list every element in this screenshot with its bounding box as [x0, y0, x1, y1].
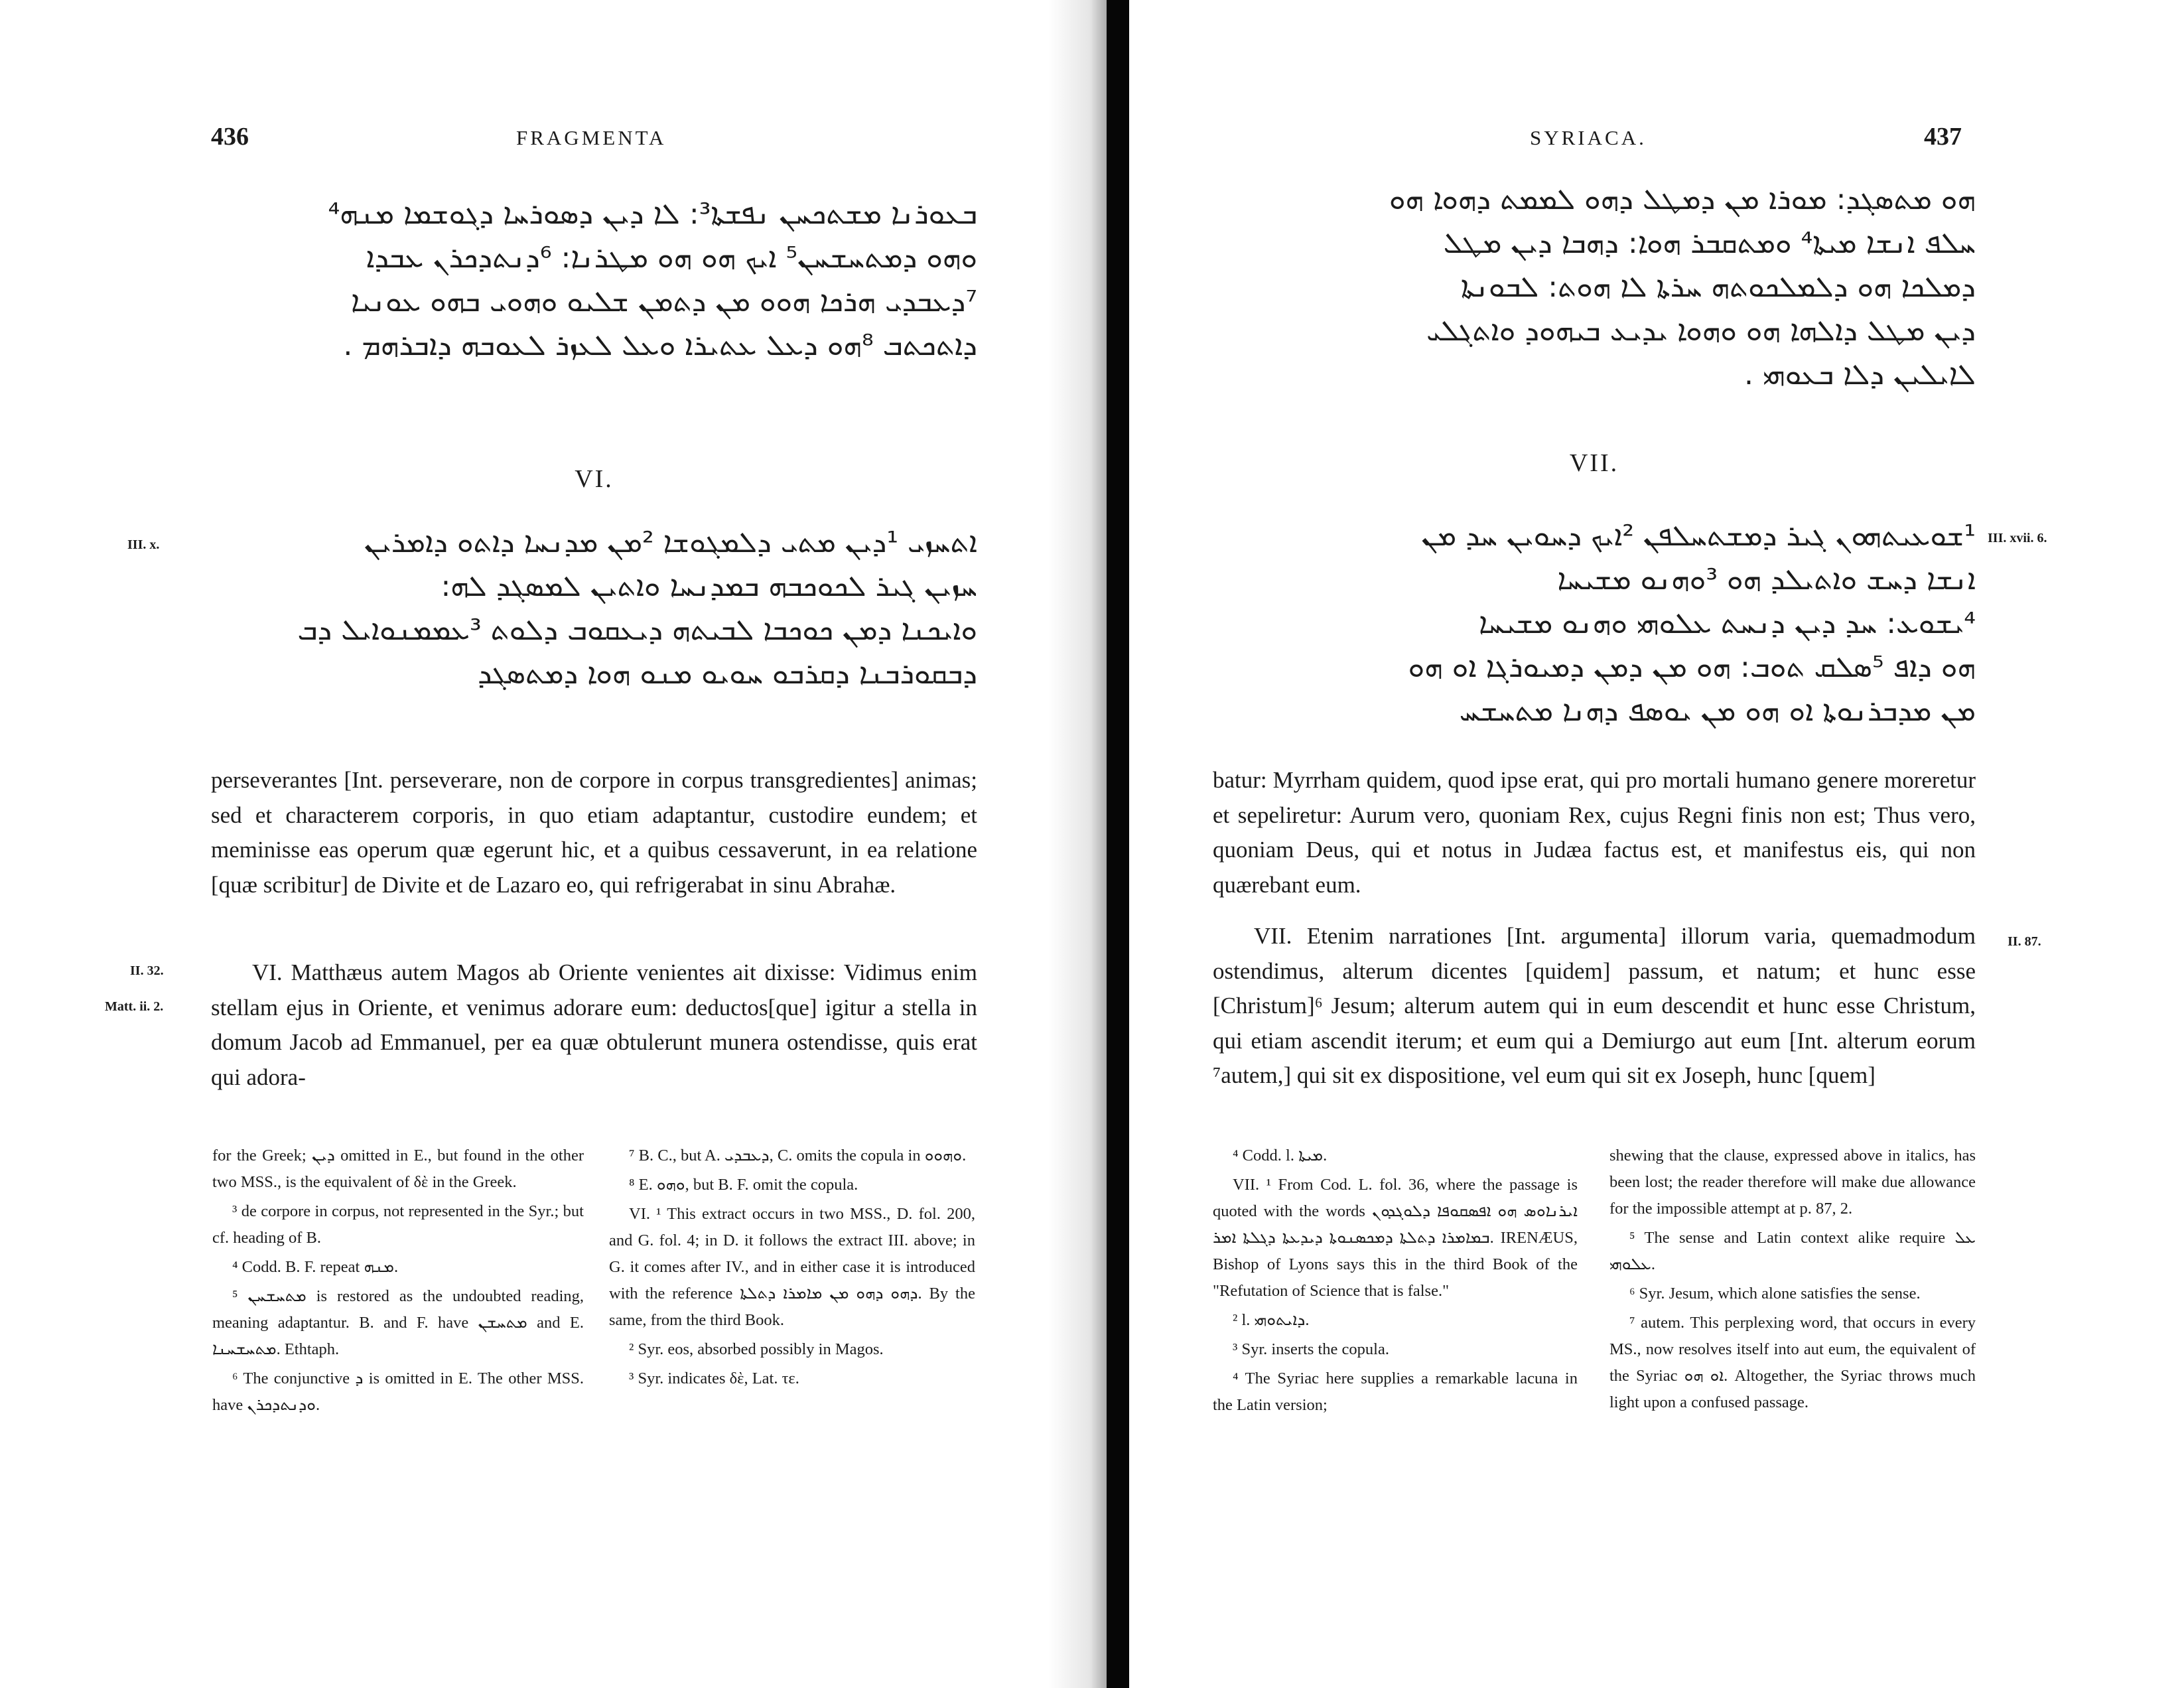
- footnote: ⁶ The conjunctive ܕ is omitted in E. The other MSS. have ܘܕܢܬܕܟܪܢ.: [212, 1370, 584, 1414]
- latin-text: VII. Etenim narrationes [Int. argumenta] illorum varia, quemadmodum ostendimus, alterum dicentes [quidem] passum, et natum; et hunc esse [Christum]⁶ Jesum; alterum autem qui in eum descendit et hunc esse Christum, qui etiam ascendit iterum; et eum qui a Demiurgo aut eum [Int. alterum eorum ⁷autem,] qui sit ex dispositione, vel eum qui sit ex Joseph, hunc [quem]: [1213, 923, 1976, 1088]
- footnote: ³ Syr. inserts the copula.: [1233, 1340, 1389, 1358]
- footnote: ⁷ B. C., but A. ܕܥܒܕܝ, C. omits the copula in ܘܗܘܘ.: [629, 1147, 967, 1164]
- footnotes-column-2: [609, 1143, 975, 1395]
- footnote: shewing that the clause, expressed above in italics, has been lost; the reader therefore will make due allowance for the impossible attempt at p. 87, 2.: [1609, 1147, 1976, 1218]
- section-heading: VI.: [575, 465, 614, 493]
- syriac-line: ܘܗܘ ܕܡܬܚܫܚܢ⁵ ܐܝܟ ܗܘ ܗܘ ܡܛܪܢܐ: ⁶ܕܢܬܕܟܪܢ ܥܒܕܐ: [366, 241, 977, 275]
- latin-text: VI. Matthæus autem Magos ab Oriente venientes ait dixisse: Vidimus enim stellam ejus in Oriente, et venimus adorare eum: deductos[que] igitur a stella in domum Jacob ad Emmanuel, per ea quæ obtulerunt munera ostendisse, quis erat qui adora-: [211, 959, 977, 1090]
- section-heading: VII.: [1569, 449, 1619, 477]
- page-number: 436: [211, 123, 249, 151]
- footnotes-column-2: [1609, 1143, 1976, 1419]
- syriac-line: ܠܐܝܠܝܢ ܕܠܐ ܒܥܘܗܝ .: [1744, 358, 1976, 391]
- footnote: VI. ¹ This extract occurs in two MSS., D. fol. 200, and G. fol. 4; in D. it follows the extract III. above; in G. it comes after IV., and in either case it is introduced with the reference ܕܗܘ ܕܗܘ ܡܢ ܡܐܡܪܐ ܕܬܠܬܐ. By the same, from the third Book.: [609, 1205, 975, 1329]
- latin-paragraph: [211, 763, 977, 902]
- syriac-line: ܚܠܦ ܐܢܫܐ ܡܝܬܐ⁴ ܘܡܬܩܒܪ ܗܘܐ: ܕܗܒܐ ܕܝܢ ܡܛܠ: [1443, 226, 1976, 260]
- right-page: [1129, 0, 2184, 1688]
- syriac-line: ܕܐܬܟܬܒ ⁸ܗܘ ܕܥܠ ܥܬܝܪܐ ܘܥܠ ܠܥܙܪ ܠܥܘܒܗ ܕܐܒܪܗܡ .: [343, 328, 977, 362]
- latin-paragraph: [1213, 763, 1976, 902]
- syriac-text-block: [211, 192, 977, 368]
- footnote: ⁵ ܡܬܚܫܚܢ is restored as the undoubted reading, meaning adaptantur. B. and F. have ܡܬܚܫܢ and E. ܡܬܚܫܚܢܐ. Ethtaph.: [212, 1287, 584, 1358]
- footnote: ² Syr. eos, absorbed possibly in Magos.: [629, 1340, 884, 1358]
- margin-reference: III. xvii. 6.: [1988, 531, 2047, 545]
- running-head: SYRIACA.: [1530, 126, 1647, 149]
- footnote: for the Greek; ܕܝܢ omitted in E., but found in the other two MSS., is the equivalent of δὲ in the Greek.: [212, 1147, 584, 1191]
- syriac-line: ܚܙܝܢ ܓܝܪ ܠܟܘܟܒܗ ܒܡܕܢܚܐ ܘܐܬܝܢ ܠܡܣܓܕ ܠܗ:: [441, 569, 977, 603]
- syriac-line: ܗܘ ܡܬܣܓܕ: ܡܘܪܐ ܡܢ ܕܡܛܠ ܕܗܘ ܠܡܡܬ ܕܗܘܐ ܗܘ: [1389, 182, 1976, 216]
- footnote: ⁴ The Syriac here supplies a remarkable lacuna in the Latin version;: [1213, 1370, 1578, 1414]
- latin-text: batur: Myrrham quidem, quod ipse erat, qui pro mortali humano genere moreretur et sepeliretur: Aurum vero, quoniam Rex, cujus Regni finis non est; Thus vero, quoniam Deus, qui et notus in Judæa factus est, et manifestus eis, qui non quærebant eum.: [1213, 767, 1976, 898]
- footnote: ⁵ The sense and Latin context alike require ܥܠ ܥܠܘܗܝ.: [1609, 1229, 1976, 1273]
- footnote: ² l. ܕܐܝܬܘܗܝ.: [1233, 1311, 1310, 1329]
- syriac-text-block: [211, 521, 977, 696]
- margin-reference: Matt. ii. 2.: [105, 999, 164, 1014]
- syriac-line: ⁴ܝܫܘܥ: ܚܕ ܕܝܢ ܕܢܚܬ ܥܠܘܗܝ ܘܗܢܘ ܡܫܝܚܐ: [1478, 606, 1976, 640]
- margin-reference: II. 87.: [2008, 934, 2041, 949]
- footnote: ⁴ Codd. l. ܡܝܬܐ.: [1233, 1147, 1328, 1164]
- footnotes-column-1: [1213, 1143, 1578, 1421]
- syriac-line: ܗܘ ܕܐܦ ⁵ܣܠܩ ܬܘܒ: ܗܘ ܡܢ ܕܡܢ ܕܡܝܘܪܓܐ ܐܘ ܗܘ: [1408, 650, 1976, 684]
- syriac-line: ܐܬܚܙܝ ¹ܕܝܢ ܡܬܝ ܕܠܡܓܘܫܐ ²ܡܢ ܡܕܢܚܐ ܕܐܬܘ ܕܐܡܪܝܢ: [364, 526, 977, 559]
- footnotes-column-1: [212, 1143, 584, 1421]
- latin-paragraph: [211, 955, 977, 1095]
- footnote: VII. ¹ From Cod. L. fol. 36, where the passage is quoted with the words ܐܝܪܢܐܘܣ ܗܘ ܐܦܣܩܘܦܐ ܕܠܘܓܕܘܢ ܒܡܐܡܪܐ ܕܬܠܬܐ ܕܡܟܣܢܘܬܐ ܕܝܕܥܬܐ ܕܓܠܬܐ ܐܡܪ. IRENÆUS, Bishop of Lyons says this in the third Book of the "Refutation of Science that is false.": [1213, 1176, 1578, 1300]
- syriac-text-block: [1213, 178, 1976, 397]
- margin-reference: II. 32.: [130, 963, 164, 978]
- syriac-text-block: [1213, 514, 1976, 733]
- footnote: ³ de corpore in corpus, not represented in the Syr.; but cf. heading of B.: [212, 1202, 584, 1247]
- footnote: ³ Syr. indicates δὲ, Lat. τε.: [629, 1370, 799, 1387]
- running-head: FRAGMENTA: [516, 126, 667, 149]
- syriac-line: ⁷ܕܥܒܕܝ ܗܪܟܐ ܗܘܘ ܡܢ ܕܬܡܢ ܫܠܝܘ ܘܗܘܝ ܒܗܘ ܥܘܢܝܐ: [350, 285, 977, 318]
- syriac-line: ܕܡܠܟܐ ܗܘ ܕܠܡܠܟܘܬܗ ܚܪܬܐ ܠܐ ܗܘܬ: ܠܒܘܢܬܐ: [1460, 270, 1976, 304]
- book-gutter: [1107, 0, 1129, 1688]
- syriac-line: ܕܝܢ ܡܛܠ ܕܐܠܗܐ ܗܘ ܘܗܘܐ ܝܕܝܥ ܒܝܗܘܕ ܘܐܬܓܠܝ: [1426, 314, 1976, 348]
- footnote: ⁷ autem. This perplexing word, that occurs in every MS., now resolves itself into aut eum, the equivalent of the Syriac ܐܘ ܗܘ. Altogether, the Syriac throws much light upon a confused passage.: [1609, 1314, 1976, 1411]
- latin-paragraph: [1213, 919, 1976, 1093]
- page-number: 437: [1924, 123, 1962, 151]
- syriac-line: ܒܥܘܪܢܐ ܡܫܬܟܚܢ ܢܦܫܬܐ³: ܠܐ ܕܝܢ ܕܣܘܪܚܐ ܕܓܘܫܡܐ ܡܢܗ⁴: [328, 197, 977, 231]
- syriac-line: ¹ܫܘܥܝܬܗܘܢ ܓܝܪ ܕܡܫܬܚܠܦܢ ²ܐܝܟ ܕܚܘܝܢ ܚܕ ܡܢ: [1421, 519, 1976, 553]
- footnote: ⁴ Codd. B. F. repeat ܡܢܗ.: [232, 1258, 399, 1276]
- syriac-line: ܡܢ ܡܕܒܪܢܘܬܐ ܐܘ ܗܘ ܡܢ ܝܘܣܦ ܕܗܢܐ ܡܬܚܫܚ: [1459, 694, 1976, 728]
- margin-reference: III. x.: [127, 537, 160, 552]
- latin-text: perseverantes [Int. perseverare, non de corpore in corpus transgredientes] animas; sed et characterem corporis, in quo etiam adaptantur, custodire eundem; et meminisse eas operum quæ egerunt hic, et a quibus cessaverunt, in ea relatione [quæ scribitur] de Divite et de Lazaro eo, qui refrigerabat in sinu Abrahæ.: [211, 767, 977, 898]
- footnote: ⁶ Syr. Jesum, which alone satisfies the sense.: [1629, 1285, 1921, 1302]
- syriac-line: ܕܒܩܘܪܒܢܐ ܕܩܪܒܘ ܚܘܝܘ ܡܢܘ ܗܘܐ ܕܡܬܣܓܕ: [477, 657, 977, 691]
- syriac-line: ܐܢܫܐ ܕܚܫ ܘܐܬܝܠܕ ܗܘ ³ܘܗܢܘ ܡܫܝܚܐ: [1557, 563, 1976, 597]
- footnote: ⁸ E. ܘܗܘ, but B. F. omit the copula.: [629, 1176, 858, 1194]
- syriac-line: ܘܐܝܟܢܐ ܕܡܢ ܟܘܟܒܐ ܠܒܝܬܗ ܕܝܥܩܘܒ ܕܠܘܬ ³ܥܡܡܢܘܐܝܠ ܕܒ: [297, 613, 977, 647]
